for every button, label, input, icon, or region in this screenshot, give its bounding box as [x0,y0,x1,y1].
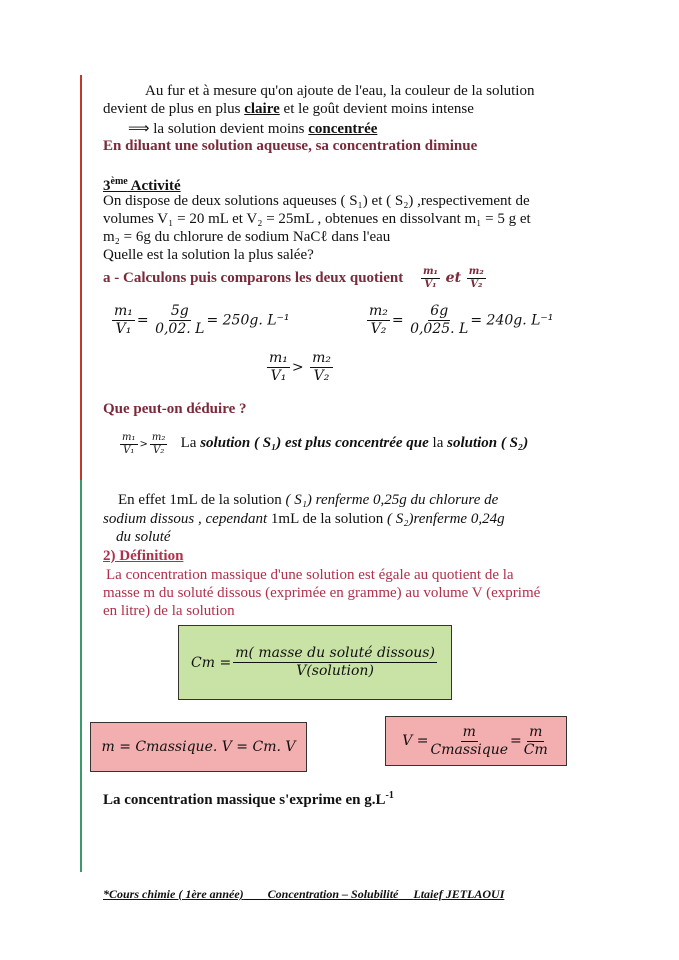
conclusion: En diluant une solution aqueuse, sa concentration diminue [103,138,478,154]
effet-line: sodium dissous , cependant 1mL de la solution ( S₂)renferme 0,24g [103,511,505,527]
step-a: a - Calculons puis comparons les deux quotient $\frac{\text{m₁}}{\text{V₁}}$ et $\frac{\text{m₂}}{\text{V₂}}$ [103,266,484,290]
deduce-title: Que peut-on déduire ? [103,401,247,417]
activity-line: m₂ = 6g du chlorure de sodium NaCℓ dans l'eau [103,229,391,245]
activity-question: Quelle est la solution la plus salée? [103,247,314,263]
margin-line-green [80,480,82,872]
para-line: devient de plus en plus claire et le goût devient moins intense [103,101,474,117]
activity-line: On dispose de deux solutions aqueuses ( S₁) et ( S₂) ,respectivement de [103,193,530,209]
footer: *Cours chimie ( 1ère année) Concentration – Solubilité Ltaief JETLAOUI [103,887,505,901]
comparison: $\frac{\text{m₁}}{\text{V₁}}$ > $\frac{\text{m₂}}{\text{V₂}}$ [269,350,331,384]
equation-1: $\frac{\text{m₁}}{\text{V₁}}$ = $\frac{5g}{0,02. L}$ = 250g. L⁻¹ [114,303,290,337]
formula-box-v: V = m Cmassique = $\frac{m}{Cm}$ [385,716,567,766]
activity-title: 3ème Activité [103,176,181,194]
activity-line: volumes V₁ = 20 mL et V₂ = 25mL , obtenues en dissolvant m₁ = 5 g et [103,211,531,227]
formula-box-m: m = Cmassique. V = Cm. V [90,722,307,772]
equation-2: $\frac{\text{m₂}}{\text{V₂}}$ = $\frac{6g}{0,025. L}$ = 240g. L⁻¹ [369,303,554,337]
para-line: Au fur et à mesure qu'on ajoute de l'eau, la couleur de la solution [145,83,535,99]
arrow-icon: ⟹ [128,121,150,137]
deduce-line: $\frac{\text{m₁}}{\text{V₁}}$ > $\frac{\text{m₂}}{\text{V₂}}$ La solution ( S₁) est plus concentrée que la solution ( S₂) [122,432,529,456]
para-line: ⟹ la solution devient moins concentrée [128,121,378,137]
definition-line: La concentration massique d'une solution est égale au quotient de la [106,567,514,583]
effet-line: du soluté [116,529,171,545]
formula-box-cm: Cm = m( masse du soluté dissous) V(solution) [178,625,452,700]
effet-line: En effet 1mL de la solution ( S₁) renferme 0,25g du chlorure de [118,492,499,508]
definition-title: 2) Définition [103,548,184,564]
unit-statement: La concentration massique s'exprime en $g.L^{-1}$ [103,790,394,808]
definition-line: masse m du soluté dissous (exprimée en gramme) au volume V (exprimé [103,585,541,601]
margin-line-red [80,75,82,480]
definition-line: en litre) de la solution [103,603,235,619]
